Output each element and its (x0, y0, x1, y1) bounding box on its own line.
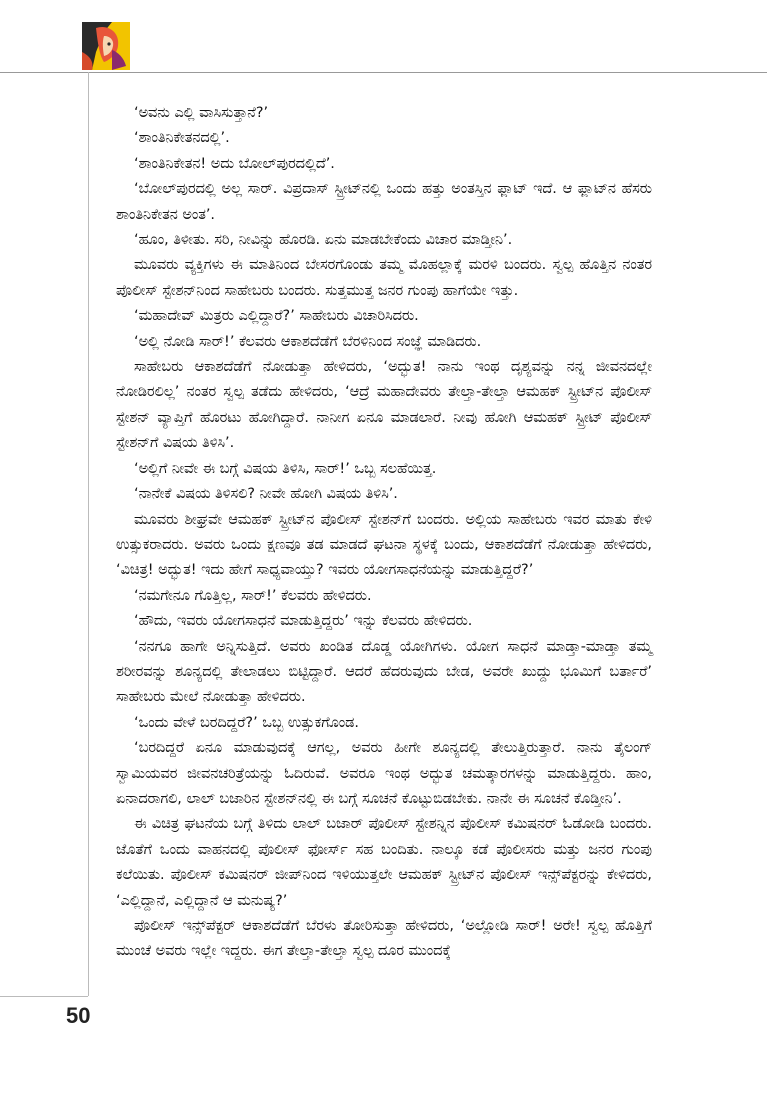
paragraph: ‘ಅಲ್ಲಿಗೆ ನೀವೇ ಈ ಬಗ್ಗೆ ವಿಷಯ ತಿಳಿಸಿ, ಸಾರ್!’ ಒಬ್ಬ ಸಲಹೆಯಿತ್ತ. (134, 460, 437, 477)
paragraph: ‘ಅವನು ಎಲ್ಲಿ ವಾಸಿಸುತ್ತಾನೆ?’ (134, 105, 269, 121)
footer-rule (0, 996, 88, 997)
paragraph: ‘ಬೋಲ್‌ಪುರದಲ್ಲಿ ಅಲ್ಲ ಸಾರ್. ವಿಪ್ರದಾಸ್ ಸ್ಟ್ರೀಟ್‌ನಲ್ಲಿ ಒಂದು ಹತ್ತು ಅಂತಸ್ತಿನ ಫ್ಲಾಟ್ ಇದೆ. ಆ ಫ್ಲಾಟ್‌ನ ಹೆಸರು ಶಾಂತಿನಿಕೇತನ ಅಂತ’. (116, 181, 652, 223)
paragraph: ‘ಹೌದು, ಇವರು ಯೋಗಸಾಧನೆ ಮಾಡುತ್ತಿದ್ದರು’ ಇನ್ನು ಕೆಲವರು ಹೇಳಿದರು. (134, 613, 473, 630)
paragraph: ‘ನಮಗೇನೂ ಗೊತ್ತಿಲ್ಲ, ಸಾರ್!’ ಕೆಲವರು ಹೇಳಿದರು. (134, 587, 372, 604)
paragraph: ಪೊಲೀಸ್ ಇನ್ಸ್‌ಪೆಕ್ಟರ್ ಆಕಾಶದೆಡೆಗೆ ಬೆರಳು ತೋರಿಸುತ್ತಾ ಹೇಳಿದರು, ‘ಅಲ್ಲೋಡಿ ಸಾರ್! ಅರೇ! ಸ್ವಲ್ಪ ಹೊತ್ತಿಗೆ ಮುಂಚೆ ಅವರು ಇಲ್ಲೇ ಇದ್ದರು. ಈಗ ತೇಲ್ತಾ-ತೇಲ್ತಾ ಸ್ವಲ್ಪ ದೂರ ಮುಂದಕ್ಕೆ (116, 918, 652, 960)
paragraph: ‘ಶಾಂತಿನಿಕೇತನದಲ್ಲಿ’. (134, 130, 230, 147)
paragraph: ‘ಶಾಂತಿನಿಕೇತನ! ಅದು ಬೋಲ್‌ಪುರದಲ್ಲಿದೆ’. (134, 155, 335, 172)
page-number: 50 (66, 1003, 91, 1028)
paragraph: ‘ಒಂದು ವೇಳೆ ಬರದಿದ್ದರೆ?’ ಒಬ್ಬ ಉತ್ಸುಕಗೊಂಡ. (134, 714, 359, 731)
paragraph: ಮೂವರು ವ್ಯಕ್ತಿಗಳು ಈ ಮಾತಿನಿಂದ ಬೇಸರಗೊಂಡು ತಮ್ಮ ಮೊಹಲ್ಲಾಕ್ಕೆ ಮರಳಿ ಬಂದರು. ಸ್ವಲ್ಪ ಹೊತ್ತಿನ ನಂತರ ಪೊಲೀಸ್ ಸ್ಟೇಶನ್‌ನಿಂದ ಸಾಹೇಬರು ಬಂದರು. ಸುತ್ತಮುತ್ತ ಜನರ ಗುಂಪು ಹಾಗೆಯೇ ಇತ್ತು. (116, 257, 652, 299)
paragraph: ‘ಬರದಿದ್ದರೆ ಏನೂ ಮಾಡುವುದಕ್ಕೆ ಆಗಲ್ಲ, ಅವರು ಹೀಗೇ ಶೂನ್ಯದಲ್ಲಿ ತೇಲುತ್ತಿರುತ್ತಾರೆ. ನಾನು ತೈಲಂಗ್ ಸ್ವಾಮಿಯವರ ಜೀವನಚರಿತ್ರೆಯನ್ನು ಓದಿರುವೆ. ಅವರೂ ಇಂಥ ಅದ್ಭುತ ಚಮತ್ಕಾರಗಳನ್ನು ಮಾಡುತ್ತಿದ್ದರು. ಹಾಂ, ಏನಾದರಾಗಲಿ, ಲಾಲ್ ಬಜಾರಿನ ಸ್ಟೇಶನ್‌ನಲ್ಲಿ ಈ ಬಗ್ಗೆ ಸೂಚನೆ ಕೊಟ್ಟುಬಿಡಬೇಕು. ನಾನೇ ಈ ಸೂಚನೆ ಕೊಡ್ತೀನಿ’. (116, 740, 652, 807)
paragraph: ‘ಮಹಾದೇವ್ ಮಿತ್ರರು ಎಲ್ಲಿದ್ದಾರೆ?’ ಸಾಹೇಬರು ವಿಚಾರಿಸಿದರು. (134, 308, 419, 325)
header-rule (0, 72, 767, 73)
paragraph: ‘ನಾನೇಕೆ ವಿಷಯ ತಿಳಿಸಲಿ? ನೀವೇ ಹೋಗಿ ವಿಷಯ ತಿಳಿಸಿ’. (134, 486, 398, 503)
margin-rule (88, 72, 89, 996)
story-body (116, 101, 652, 965)
paragraph: ‘ಅಲ್ಲಿ ನೋಡಿ ಸಾರ್!’ ಕೆಲವರು ಆಕಾಶದೆಡೆಗೆ ಬೆರಳಿನಿಂದ ಸಂಜ್ಞೆ ಮಾಡಿದರು. (134, 333, 482, 350)
paragraph: ‘ಹೂಂ, ತಿಳೀತು. ಸರಿ, ನೀವಿನ್ನು ಹೊರಡಿ. ಏನು ಮಾಡಬೇಕೆಂದು ವಿಚಾರ ಮಾಡ್ತೀನಿ’. (134, 232, 513, 249)
face-illustration-icon (82, 22, 130, 70)
paragraph: ಸಾಹೇಬರು ಆಕಾಶದೆಡೆಗೆ ನೋಡುತ್ತಾ ಹೇಳಿದರು, ‘ಅದ್ಭುತ! ನಾನು ಇಂಥ ದೃಶ್ಯವನ್ನು ನನ್ನ ಜೀವನದಲ್ಲೇ ನೋಡಿರಲಿಲ್ಲ’ ನಂತರ ಸ್ವಲ್ಪ ತಡೆದು ಹೇಳಿದರು, ‘ಆದ್ರೆ ಮಹಾದೇವರು ತೇಲ್ತಾ-ತೇಲ್ತಾ ಆಮಹಕ್ ಸ್ಟ್ರೀಟ್‌ನ ಪೊಲೀಸ್ ಸ್ಟೇಶನ್ ವ್ಯಾಪ್ತಿಗೆ ಹೊರಟು ಹೋಗಿದ್ದಾರೆ. ನಾನೀಗ ಏನೂ ಮಾಡಲಾರೆ. ನೀವು ಹೋಗಿ ಆಮಹಕ್ ಸ್ಟ್ರೀಟ್ ಪೊಲೀಸ್ ಸ್ಟೇಶನ್‌ಗೆ ವಿಷಯ ತಿಳಿಸಿ’. (116, 359, 652, 452)
paragraph: ‘ನನಗೂ ಹಾಗೇ ಅನ್ನಿಸುತ್ತಿದೆ. ಅವರು ಖಂಡಿತ ದೊಡ್ಡ ಯೋಗಿಗಳು. ಯೋಗ ಸಾಧನೆ ಮಾಡ್ತಾ-ಮಾಡ್ತಾ ತಮ್ಮ ಶರೀರವನ್ನು ಶೂನ್ಯದಲ್ಲಿ ತೇಲಾಡಲು ಬಿಟ್ಟಿದ್ದಾರೆ. ಆದರೆ ಹೆದರುವುದು ಬೇಡ, ಅವರೇ ಖುದ್ದು ಭೂಮಿಗೆ ಬರ್ತಾರೆ’ ಸಾಹೇಬರು ಮೇಲೆ ನೋಡುತ್ತಾ ಹೇಳಿದರು. (116, 638, 652, 706)
paragraph: ಮೂವರು ಶೀಘ್ರವೇ ಆಮಹಕ್ ಸ್ಟ್ರೀಟ್‌ನ ಪೊಲೀಸ್ ಸ್ಟೇಶನ್‌ಗೆ ಬಂದರು. ಅಲ್ಲಿಯ ಸಾಹೇಬರು ಇವರ ಮಾತು ಕೇಳಿ ಉತ್ಸುಕರಾದರು. ಅವರು ಒಂದು ಕ್ಷಣವೂ ತಡ ಮಾಡದೆ ಘಟನಾ ಸ್ಥಳಕ್ಕೆ ಬಂದು, ಆಕಾಶದೆಡೆಗೆ ನೋಡುತ್ತಾ ಹೇಳಿದರು, ‘ವಿಚಿತ್ರ! ಅದ್ಭುತ! ಇದು ಹೇಗೆ ಸಾಧ್ಯವಾಯ್ತು? ಇವರು ಯೋಗಸಾಧನೆಯನ್ನು ಮಾಡುತ್ತಿದ್ದರೆ?’ (116, 511, 652, 579)
book-logo-icon (82, 22, 130, 70)
paragraph: ಈ ವಿಚಿತ್ರ ಘಟನೆಯ ಬಗ್ಗೆ ತಿಳಿದು ಲಾಲ್ ಬಜಾರ್ ಪೊಲೀಸ್ ಸ್ಟೇಶನ್ನಿನ ಪೊಲೀಸ್ ಕಮಿಷನರ್ ಓಡೋಡಿ ಬಂದರು. ಜೊತೆಗೆ ಒಂದು ವಾಹನದಲ್ಲಿ ಪೊಲೀಸ್ ಫೋರ್ಸ್ ಸಹ ಬಂದಿತು. ನಾಲ್ಕೂ ಕಡೆ ಪೊಲೀಸರು ಮತ್ತು ಜನರ ಗುಂಪು ಕಲೆಯಿತು. ಪೊಲೀಸ್ ಕಮಿಷನರ್ ಜೀಪ್‌ನಿಂದ ಇಳಿಯುತ್ತಲೇ ಆಮಹಕ್ ಸ್ಟ್ರೀಟ್‌ನ ಪೊಲೀಸ್ ಇನ್ಸ್‌ಪೆಕ್ಟರನ್ನು ಕೇಳಿದರು, ‘ಎಲ್ಲಿದ್ದಾನೆ, ಎಲ್ಲಿದ್ದಾನೆ ಆ ಮನುಷ್ಯ?’ (116, 816, 652, 909)
